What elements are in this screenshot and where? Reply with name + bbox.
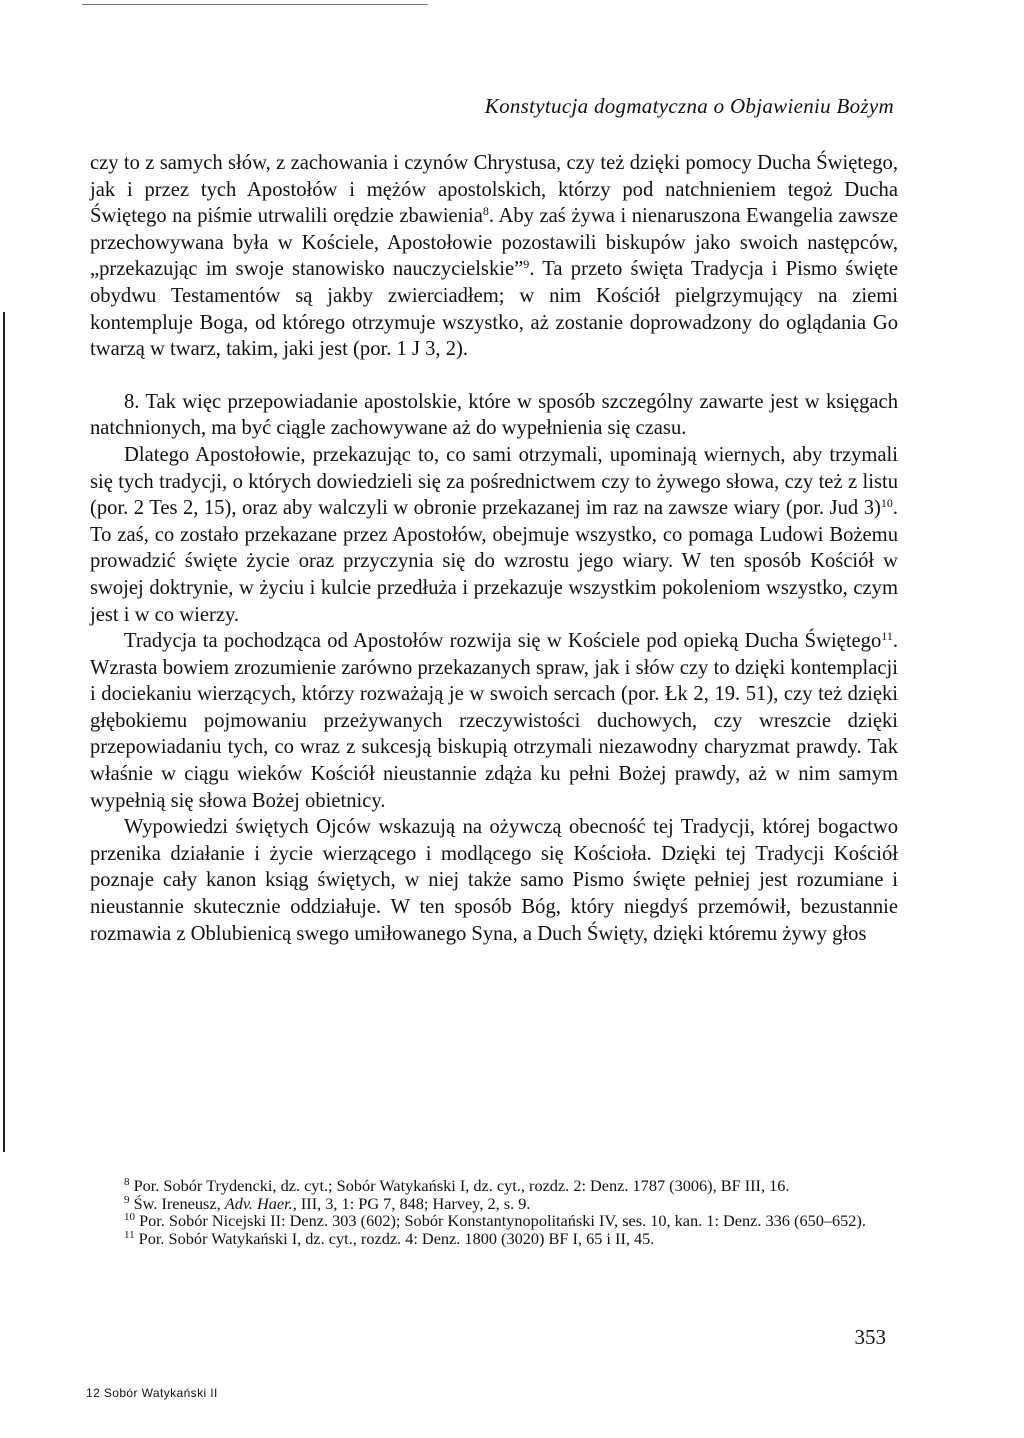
footnote-10	[90, 1212, 898, 1230]
paragraph-4-text-b: . Wzrasta bowiem zrozumienie zarówno przekazanych spraw, jak i słów czy to dzięki kontemplacji i dociekaniu wierzących, którzy rozważają je w swoich sercach (por. Łk 2, 19. 51), czy też dzięki głębokiemu pojmowaniu przeżywanych rzeczywistości duchowych, czy wreszcie dzięki przepowiadaniu tych, co wraz z sukcesją biskupią otrzymali niezawodny charyzmat prawdy. Tak właśnie w ciągu wieków Kościół nieustannie zdąża ku pełni Bożej prawdy, aż w nim samym wypełnią się słowa Bożej obietnicy.	[90, 630, 898, 812]
paragraph-3	[90, 442, 898, 628]
footnote-number: 11	[124, 1228, 135, 1241]
paragraph-4	[90, 628, 898, 814]
paragraph-1	[90, 150, 898, 363]
footnote-ref-11[interactable]: 11	[881, 629, 893, 644]
scan-edge-mark	[3, 312, 5, 1152]
running-head: Konstytucja dogmatyczna o Objawieniu Bożym	[484, 94, 894, 118]
main-text	[90, 150, 898, 947]
paragraph-1-text-c: . Ta przeto święta Tradycja i Pismo święte obydwu Testamentów są jakby zwierciadłem; w nim Kościół pielgrzymujący na ziemi kontempluje Boga, od którego otrzymuje wszystko, aż zostanie doprowadzony do oglądania Go twarzą w twarz, takim, jaki jest (por. 1 J 3, 2).	[90, 258, 899, 361]
footnote-number: 8	[124, 1176, 130, 1188]
footnote-9	[90, 1195, 898, 1213]
footnote-italic-title: Adv. Haer.	[224, 1193, 293, 1213]
paragraph-3-text-a: Dlatego Apostołowie, przekazując to, co sami otrzymali, upominają wiernych, aby trzymali się tych tradycji, o których dowiedzieli się za pośrednictwem czy to żywego słowa, czy też z listu (por. 2 Tes 2, 15), oraz aby walczyli w obronie przekazanej im raz na zawsze wiary (por. Jud 3)	[90, 443, 898, 520]
footnote-number: 9	[124, 1193, 130, 1206]
paragraph-1-text-a: czy to z samych słów, z zachowania i czynów Chrystusa, czy też dzięki pomocy Ducha Świętego, jak i przez tych Apostołów i mężów apostolskich, którzy pod natchnieniem tegoż Ducha Świętego na piśmie utrwalili orędzie zbawienia	[90, 152, 898, 228]
footnote-text: Św. Ireneusz,	[129, 1193, 225, 1213]
footnote-text: Por. Sobór Trydencki, dz. cyt.; Sobór Watykański I, dz. cyt., rozdz. 2: Denz. 1787 (3006), BF III, 16.	[129, 1176, 790, 1195]
footnote-text: , III, 3, 1: PG 7, 848; Harvey, 2, s. 9.	[292, 1193, 531, 1213]
footnote-ref-9[interactable]: 9	[523, 257, 530, 272]
footnote-text: Por. Sobór Nicejski II: Denz. 303 (602); Sobór Konstantynopolitański IV, ses. 10, kan. 1: Denz. 336 (650–652).	[135, 1211, 866, 1231]
footnote-ref-8[interactable]: 8	[482, 204, 489, 219]
paragraph-1-text-b: . Aby zaś żywa i nienaruszona Ewangelia zawsze przechowywana była w Kościele, Apostołowie pozostawili biskupów jako swoich następców, „przekazując im swoje stanowisko nauczycielskie”	[90, 205, 898, 281]
footnote-ref-10[interactable]: 10	[880, 496, 893, 511]
footnote-text: Por. Sobór Watykański I, dz. cyt., rozdz. 4: Denz. 1800 (3020) BF I, 65 i II, 45.	[134, 1228, 655, 1248]
paragraph-5: Wypowiedzi świętych Ojców wskazują na ożywczą obecność tej Tradycji, której bogactwo przenika działanie i życie wierzącego i modlącego się Kościoła. Dzięki tej Tradycji Kościół poznaje cały kanon ksiąg świętych, w niej także samo Pismo święte pełniej jest rozumiane i nieustannie skutecznie oddziałuje. W ten sposób Bóg, który niegdyś przemówił, bezustannie rozmawia z Oblubienicą swego umiłowanego Syna, a Duch Święty, dzięki któremu żywy głos	[90, 816, 898, 945]
footnote-number: 10	[124, 1211, 135, 1224]
page-number: 353	[854, 1325, 886, 1349]
top-rule	[82, 4, 428, 5]
printer-signature: 12 Sobór Watykański II	[86, 1386, 218, 1400]
paragraph-3-text-b: . To zaś, co zostało przekazane przez Apostołów, obejmuje wszystko, co pomaga Ludowi Bożemu prowadzić święte życie oraz przyczynia się do wzrostu jego wiary. W ten sposób Kościół w swojej doktrynie, w życiu i kulcie przedłuża i przekazuje wszystkim pokoleniom wszystko, czym jest i w co wierzy.	[90, 497, 898, 626]
footnote-11	[90, 1230, 898, 1248]
footnotes	[90, 1177, 898, 1247]
paragraph-4-text-a: Tradycja ta pochodząca od Apostołów rozwija się w Kościele pod opieką Ducha Świętego	[124, 630, 882, 653]
footnote-8	[90, 1177, 898, 1195]
paragraph-2: 8. Tak więc przepowiadanie apostolskie, które w sposób szczególny zawarte jest w księgach natchnionych, ma być ciągle zachowywane aż do wypełnienia się czasu.	[90, 390, 898, 440]
